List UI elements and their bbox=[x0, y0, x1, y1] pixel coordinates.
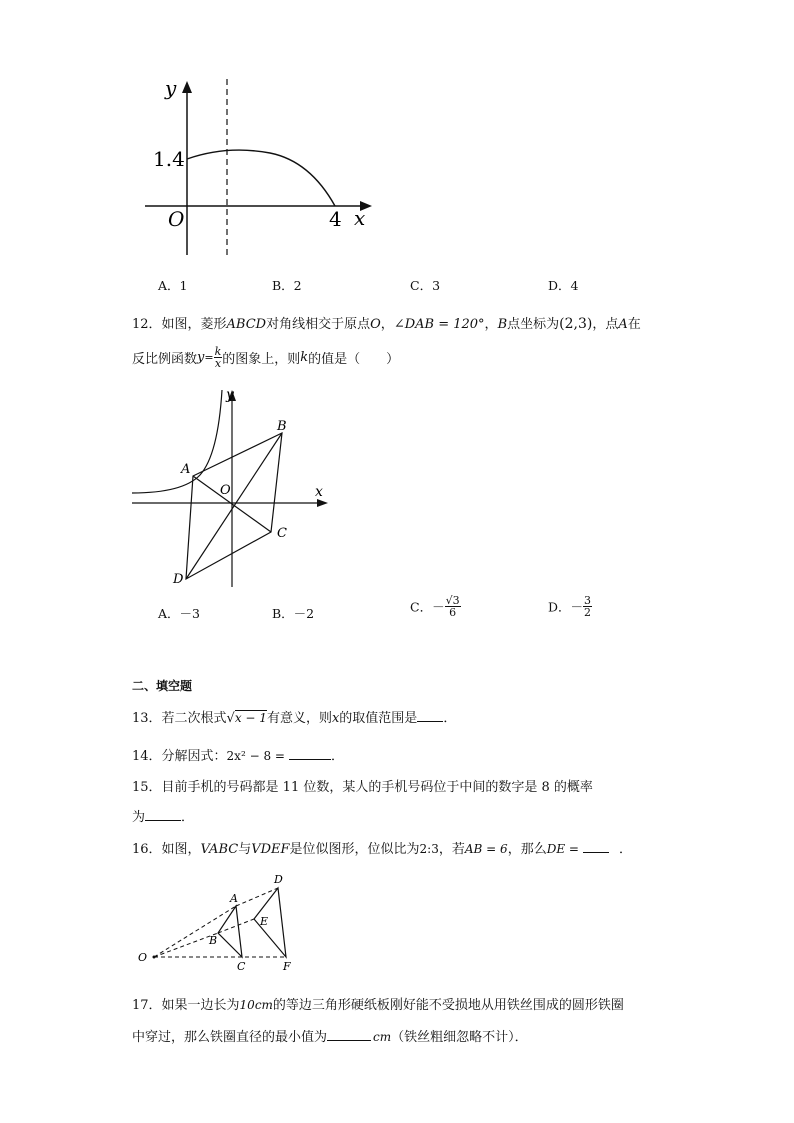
q12-diagonal-bd bbox=[186, 433, 282, 579]
q16-label-c: C bbox=[237, 960, 246, 973]
q14-prefix: 14．分解因式： bbox=[132, 749, 227, 764]
q12-label-d: D bbox=[173, 572, 184, 587]
q12-func-y: y bbox=[197, 350, 205, 365]
q17-line2 bbox=[132, 1026, 528, 1045]
q12-graph bbox=[128, 385, 338, 590]
q15-tail: ． bbox=[181, 810, 195, 825]
q11-origin-label: O bbox=[168, 207, 185, 231]
q13-end: 的取值范围是 bbox=[339, 711, 418, 726]
q16-label-d: D bbox=[274, 873, 283, 886]
q13-radicand: x − 1 bbox=[234, 711, 267, 725]
q12-option-d-num: 3 bbox=[584, 594, 592, 607]
q16-label-f: F bbox=[283, 960, 291, 973]
q15-line1: 15．目前手机的号码都是 11 位数，某人的手机号码位于中间的数字是 8 的概率 bbox=[132, 780, 593, 795]
q11-y-label: y bbox=[165, 76, 177, 100]
q14-tail: ． bbox=[330, 749, 344, 764]
q13-prefix: 13．若二次根式 bbox=[132, 711, 227, 726]
q12-point-a: A bbox=[618, 317, 628, 332]
q17-length: 10cm bbox=[239, 998, 273, 1012]
q12-end: 在 bbox=[627, 317, 641, 332]
q17-line1 bbox=[132, 994, 624, 1013]
q12-option-d-prefix: D．－ bbox=[548, 599, 584, 615]
q12-option-c-den: 6 bbox=[449, 606, 457, 619]
q14-line bbox=[132, 745, 344, 764]
q12-option-a[interactable]: A．－3 bbox=[158, 606, 200, 621]
q16-mid4: ，那么 bbox=[507, 842, 547, 857]
q11-curve bbox=[187, 150, 335, 206]
q16-prefix: 16．如图， bbox=[132, 842, 201, 857]
q12-y-label: y bbox=[226, 387, 234, 403]
q14-expr: 2x² − 8 = bbox=[226, 749, 285, 763]
q12-rhombus-name: ABCD bbox=[226, 317, 267, 332]
q17-answer-blank[interactable] bbox=[327, 1028, 371, 1041]
q11-y-value: 1.4 bbox=[153, 147, 185, 171]
q16-mid1: 与 bbox=[238, 842, 252, 857]
q12-option-c-num: √3 bbox=[445, 594, 460, 607]
q16-label-o: O bbox=[138, 951, 148, 964]
q16-point-o bbox=[153, 956, 156, 959]
q12-prefix: 12．如图，菱形 bbox=[132, 317, 227, 332]
q11-option-a[interactable]: A．1 bbox=[158, 278, 188, 293]
q12-label-o: O bbox=[220, 483, 231, 498]
q12-point-b: B bbox=[497, 317, 508, 332]
q12-label-c: C bbox=[277, 526, 287, 541]
q12-option-d-fraction bbox=[583, 595, 592, 618]
q12-func-mid: 的图象上，则 bbox=[222, 352, 301, 367]
q11-y-arrow bbox=[182, 81, 192, 93]
q12-question-end: 的值是（ ） bbox=[308, 352, 400, 367]
q16-triangle-2: VDEF bbox=[251, 842, 290, 857]
q16-label-a: A bbox=[230, 892, 238, 905]
q12-label-b: B bbox=[277, 419, 287, 434]
q11-option-b[interactable]: B．2 bbox=[272, 278, 302, 293]
q12-option-d[interactable] bbox=[548, 595, 592, 618]
q12-k: k bbox=[300, 350, 309, 365]
q17-line2-end: （铁丝粗细忽略不计）． bbox=[391, 1030, 528, 1045]
q12-mid1: 对角线相交于原点 bbox=[266, 317, 371, 332]
q12-origin: O bbox=[370, 317, 381, 332]
q12-func-eq: = bbox=[204, 351, 214, 364]
q12-option-b[interactable]: B．－2 bbox=[272, 606, 315, 621]
q15-prefix: 为 bbox=[132, 810, 146, 825]
q16-label-b: B bbox=[209, 934, 218, 947]
q11-x-label: x bbox=[354, 206, 366, 230]
q12-label-a: A bbox=[181, 462, 191, 477]
q12-line1 bbox=[132, 313, 641, 332]
q17-line1-end: 的等边三角形硬纸板刚好能不受损地从用铁丝围成的圆形铁圈 bbox=[272, 998, 624, 1013]
q11-graph bbox=[140, 75, 380, 260]
q13-x: x bbox=[331, 711, 340, 726]
q11-x-value: 4 bbox=[329, 207, 342, 231]
q12-comma3: ，点 bbox=[592, 317, 619, 332]
section-title-fill-in: 二、填空题 bbox=[132, 679, 193, 693]
q12-option-c-prefix: C．－ bbox=[410, 599, 445, 615]
q16-answer-blank[interactable] bbox=[583, 840, 609, 853]
q11-option-c[interactable]: C．3 bbox=[410, 278, 441, 293]
q13-mid: 有意义，则 bbox=[266, 711, 332, 726]
q12-hyperbola bbox=[132, 390, 222, 493]
q12-option-c-fraction bbox=[445, 595, 461, 618]
q12-coord: (2,3) bbox=[559, 316, 593, 332]
q12-comma1: ， bbox=[380, 317, 394, 332]
q12-x-arrow bbox=[317, 499, 328, 507]
q12-func-k: k bbox=[214, 345, 222, 358]
q12-mid2: 点坐标为 bbox=[507, 317, 560, 332]
q12-comma2: ， bbox=[484, 317, 498, 332]
q16-mid2: 是位似图形，位似比为 bbox=[289, 842, 420, 857]
q17-prefix: 17．如果一边长为 bbox=[132, 998, 240, 1013]
q15-answer-blank[interactable] bbox=[145, 808, 181, 821]
q13-radical: √x − 1 bbox=[226, 711, 267, 726]
q11-option-d[interactable]: D．4 bbox=[548, 278, 579, 293]
q12-option-d-den: 2 bbox=[584, 606, 592, 619]
q12-func-x: x bbox=[214, 357, 222, 370]
q16-de: DE = bbox=[546, 842, 579, 856]
q12-angle: ∠DAB = 120° bbox=[393, 317, 485, 332]
q13-tail: ． bbox=[443, 711, 457, 726]
q16-mid3: ，若 bbox=[438, 842, 465, 857]
q12-func-fraction bbox=[214, 346, 223, 369]
q16-line-be bbox=[218, 919, 254, 933]
q16-triangle-def bbox=[254, 888, 286, 957]
q14-answer-blank[interactable] bbox=[289, 747, 331, 760]
q16-line bbox=[132, 838, 632, 857]
q16-label-e: E bbox=[260, 915, 269, 928]
q13-answer-blank[interactable] bbox=[417, 709, 443, 722]
q12-x-label: x bbox=[315, 484, 323, 500]
q12-option-c[interactable] bbox=[410, 595, 461, 618]
q13-line bbox=[132, 707, 456, 726]
q12-line2 bbox=[132, 346, 399, 369]
q17-line2-prefix: 中穿过，那么铁圈直径的最小值为 bbox=[132, 1030, 328, 1045]
q16-ab: AB = 6 bbox=[464, 842, 508, 856]
q17-unit: cm bbox=[373, 1030, 392, 1044]
q15-line2 bbox=[132, 806, 194, 825]
q16-graph bbox=[134, 870, 304, 975]
q16-triangle-1: VABC bbox=[200, 842, 239, 857]
q16-tail: ． bbox=[618, 842, 632, 857]
q16-line-oa bbox=[154, 906, 236, 957]
q16-ratio: 2:3 bbox=[419, 842, 439, 856]
q12-func-prefix: 反比例函数 bbox=[132, 352, 198, 367]
